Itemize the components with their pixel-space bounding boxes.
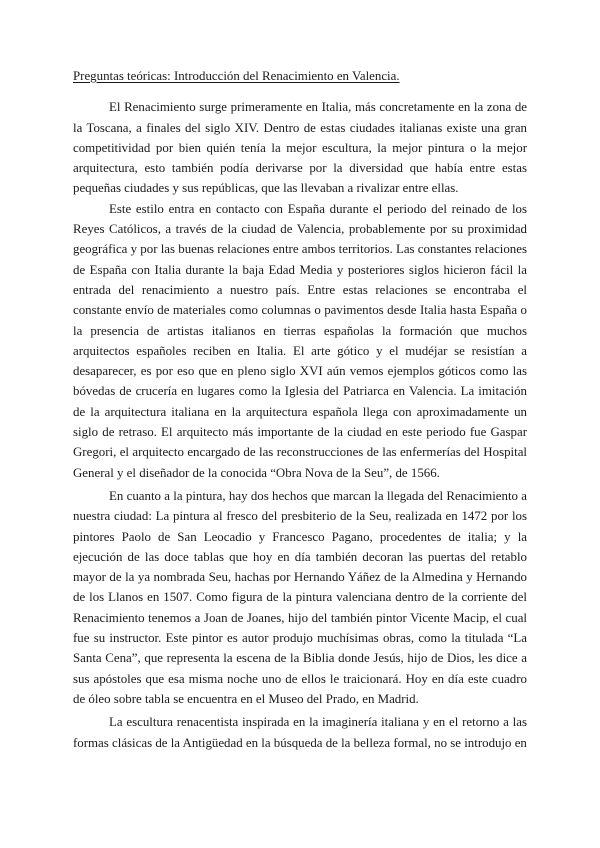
paragraph-escultura: La escultura renacentista inspirada en la imaginería italiana y en el retorno a las formas clásicas de la Antigüedad en la búsqueda de la belleza formal, no se introdujo en [73, 715, 527, 750]
document-title: Preguntas teóricas: Introducción del Renacimiento en Valencia. [73, 69, 400, 83]
paragraph-arquitectura-valencia: Este estilo entra en contacto con España durante el periodo del reinado de los Reyes Católicos, a través de la ciudad de Valencia, probablemente por su proximidad geográfica y por las buenas relaciones entre ambos territorios. Las constantes relaciones de España con Italia durante la baja Edad Media y posteriores siglos hicieron fácil la entrada del renacimiento a nuestro país. Entre estas relaciones se encontraba el constante envío de materiales como columnas o pavimentos desde Italia hasta España o la presencia de artistas italianos en tierras españolas la formación que muchos arquitectos españoles reciben en Italia. El arte gótico y el mudéjar se resistían a desaparecer, es por eso que en pleno siglo XVI aún vemos ejemplos góticos como las bóvedas de crucería en lugares como la Iglesia del Patriarca en Valencia. La imitación de la arquitectura italiana en la arquitectura española llega con aproximadamente un siglo de retraso. El arquitecto más importante de la ciudad en este periodo fue Gaspar Gregori, el arquitecto encargado de las reconstrucciones de las enfermerías del Hospital General y el diseñador de la conocida “Obra Nova de la Seu”, de 1566. [73, 201, 527, 480]
document-page [73, 66, 527, 753]
paragraph-renacimiento-italia: El Renacimiento surge primeramente en Italia, más concretamente en la zona de la Toscana, a finales del siglo XIV. Dentro de estas ciudades italianas existe una gran competitividad por bien quién tenía la mejor escultura, la mejor pintura o la mejor arquitectura, esto también podía derivarse por la diversidad que había entre estas pequeñas ciudades y sus repúblicas, que las llevaban a rivalizar entre ellas. [73, 100, 527, 196]
paragraph-pintura: En cuanto a la pintura, hay dos hechos que marcan la llegada del Renacimiento a nuestra ciudad: La pintura al fresco del presbiterio de la Seu, realizada en 1472 por los pintores Paolo de San Leocadio y Francesco Pagano, procedentes de italia; y la ejecución de las doce tablas que hoy en día también decoran las puertas del retablo mayor de la ya nombrada Seu, hachas por Hernando Yáñez de la Almedina y Hernando de los Llanos en 1507. Como figura de la pintura valenciana dentro de la corriente del Renacimiento tenemos a Joan de Joanes, hijo del también pintor Vicente Macip, el cual fue su instructor. Este pintor es autor produjo muchísimas obras, como la titulada “La Santa Cena”, que representa la escena de la Biblia donde Jesús, hijo de Dios, les dice a sus apóstoles que esa misma noche uno de ellos le traicionará. Hoy en día este cuadro de óleo sobre tabla se encuentra en el Museo del Prado, en Madrid. [73, 488, 527, 706]
